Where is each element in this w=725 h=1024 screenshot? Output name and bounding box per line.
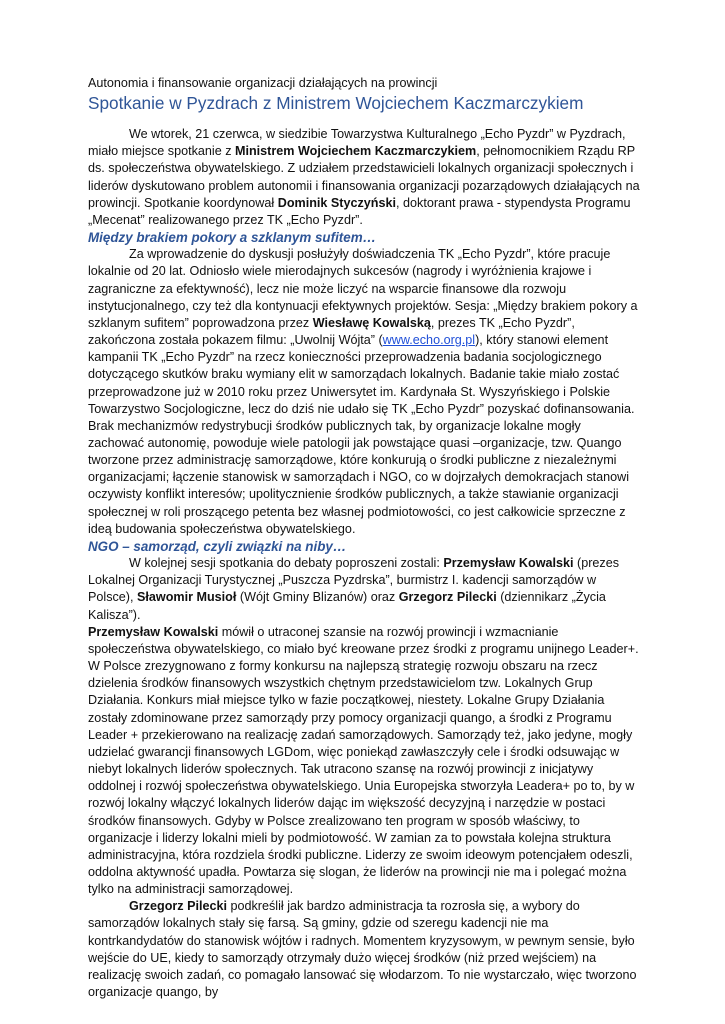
document-title: Spotkanie w Pyzdrach z Ministrem Wojciechem Kaczmarczykiem <box>88 93 584 114</box>
document-subtitle: Autonomia i finansowanie organizacji działających na prowincji <box>88 76 438 90</box>
bold-name: Grzegorz Pilecki <box>398 590 497 605</box>
paragraph-session-one: Za wprowadzenie do dyskusji posłużyły doświadczenia TK „Echo Pyzdr”, które pracuje lokalnie od 20 lat. Odniosło wiele mierodajnych sukcesów (nagrody i wyróżnienia krajowe i zagraniczne za efektywność), lecz nie może liczyć na wsparcie finansowe dla rozwoju instytucjonalnego, czy też dla kontynuacji efektywnych projektów. Sesja: „Między brakiem pokory a szklanym sufitem” poprowadzona przez Wiesławę Kowalską, prezes TK „Echo Pyzdr”, zakończona została pokazem filmu: „Uwolnij Wójta” (www.echo.org.pl), który stanowi element kampanii TK „Echo Pyzdr” na rzecz konieczności przeprowadzenia badania socjologicznego dotyczącego skutków braku wymiany elit w samorządach lokalnych. Badanie takie miało zostać przeprowadzone już w 2010 roku przez Uniwersytet im. Kardynała St. Wyszyńskiego i Polskie Towarzystwo Socjologiczne, lecz do dziś nie udało się TK „Echo Pyzdr” pozyskać dofinansowania. <box>88 247 638 416</box>
bold-name: Dominik Styczyński <box>277 195 397 210</box>
paragraph-pilecki: Grzegorz Pilecki podkreślił jak bardzo administracja ta rozrosła się, a wybory do samorządów lokalnych stały się farsą. Są gminy, gdzie od szeregu kadencji nie ma kontrkandydatów do stanowisk wójtów i radnych. Momentem kryzysowym, w pewnym sensie, było wejście do UE, kiedy to samorządy otrzymały dużo więcej środków (niż przed wejściem) na realizację swoich zadań, co pomagało lansować się włodarzom. To nie wystarczało, więc tworzono organizacje quango, by <box>88 899 637 1000</box>
document-body <box>88 75 640 1001</box>
paragraph-session-two: W kolejnej sesji spotkania do debaty poproszeni zostali: Przemysław Kowalski (prezes Lokalnej Organizacji Turystycznej „Puszcza Pyzdrska”, burmistrz I. kadencji samorządów w Polsce), Sławomir Musioł (Wójt Gminy Blizanów) oraz Grzegorz Pilecki (dziennikarz „Życia Kalisza”). <box>88 556 620 622</box>
section-heading-ngo: NGO – samorząd, czyli związki na niby… <box>88 538 347 554</box>
bold-name: Sławomir Musioł <box>137 590 237 605</box>
bold-name: Przemysław Kowalski <box>88 624 219 639</box>
section-heading-pokora: Między brakiem pokory a szklanym sufitem… <box>88 230 376 246</box>
paragraph-kowalski: Przemysław Kowalski mówił o utraconej szansie na rozwój prowincji i wzmacnianie społeczeństwa obywatelskiego, co miało być kreowane przez środki z programu unijnego Leader+. W Polsce zrezygnowano z formy konkursu na najlepszą strategię rozwoju obszaru na rzecz dzielenia środków finansowych wszystkich chętnym przedstawicielom tzw. Lokalnych Grup Działania. Konkurs miał miejsce tylko w fazie początkowej, niestety. Lokalne Grupy Działania zostały zdominowane przez samorządy przy pomocy organizacji quango, a środki z Programu Leader + przekierowano na realizację zadań samorządowych. Samorządy też, jako jedyne, mogły udzielać gwarancji finansowych LGDom, więc poniekąd zawłaszczyły cele i środki odsuwając w niebyt lokalnych liderów społecznych. Tak utracono szansę na rozwój prowincji z inicjatywy oddolnej i rozwój społeczeństwa obywatelskiego. Unia Europejska stworzyła Leadera+ po to, by w rozwój lokalny włączyć lokalnych liderów dając im większość decyzyjną i narzędzie w postaci środków finansowych. Gdyby w Polsce zrealizowano ten program w sposób właściwy, to organizacje i liderzy lokalni mieli by podmiotowość. W zamian za to powstała kolejna struktura administracyjna, która rozdziela środki publiczne. Liderzy ze swoim ideowym potencjałem odeszli, oddolna aktywność upadła. Powtarza się slogan, że liderów na prowincji nie ma i polegać można tylko na administracji samorządowej. <box>88 624 639 897</box>
bold-name: Grzegorz Pilecki <box>129 899 227 914</box>
paragraph-intro: We wtorek, 21 czerwca, w siedzibie Towarzystwa Kulturalnego „Echo Pyzdr” w Pyzdrach, miało miejsce spotkanie z Ministrem Wojciechem Kaczmarczykiem, pełnomocnikiem Rządu RP ds. społeczeństwa obywatelskiego. Z udziałem przedstawicieli lokalnych organizacji społecznych i liderów dyskutowano problem autonomii i finansowania organizacji pozarządowych działających na prowincji. Spotkanie koordynował Dominik Styczyński, doktorant prawa - stypendysta Programu „Mecenat” realizowanego przez TK „Echo Pyzdr”. <box>88 127 640 227</box>
bold-name: Przemysław Kowalski <box>443 556 574 571</box>
website-link[interactable]: www.echo.org.pl <box>382 333 476 348</box>
bold-name: Ministrem Wojciechem Kaczmarczykiem <box>235 144 477 159</box>
paragraph-redistribution: Brak mechanizmów redystrybucji środków publicznych tak, by organizacje lokalne mogły zachować autonomię, powoduje wiele patologii jak powstające quasi –organizacje, tzw. Quango tworzone przez administrację samorządowe, które konkurują o środki publiczne z niezależnymi organizacjami; łączenie stanowisk w samorządach i NGO, co w dojrzałych demokracjach stanowi oczywisty konflikt interesów; upolitycznienie środków publicznych, a także stawianie organizacji społecznej w roli proszącego petenta bez własnej podmiotowości, co jest całkowicie sprzeczne z ideą budowania społeczeństwa obywatelskiego. <box>88 418 630 536</box>
bold-name: Wiesławę Kowalską <box>312 315 431 330</box>
